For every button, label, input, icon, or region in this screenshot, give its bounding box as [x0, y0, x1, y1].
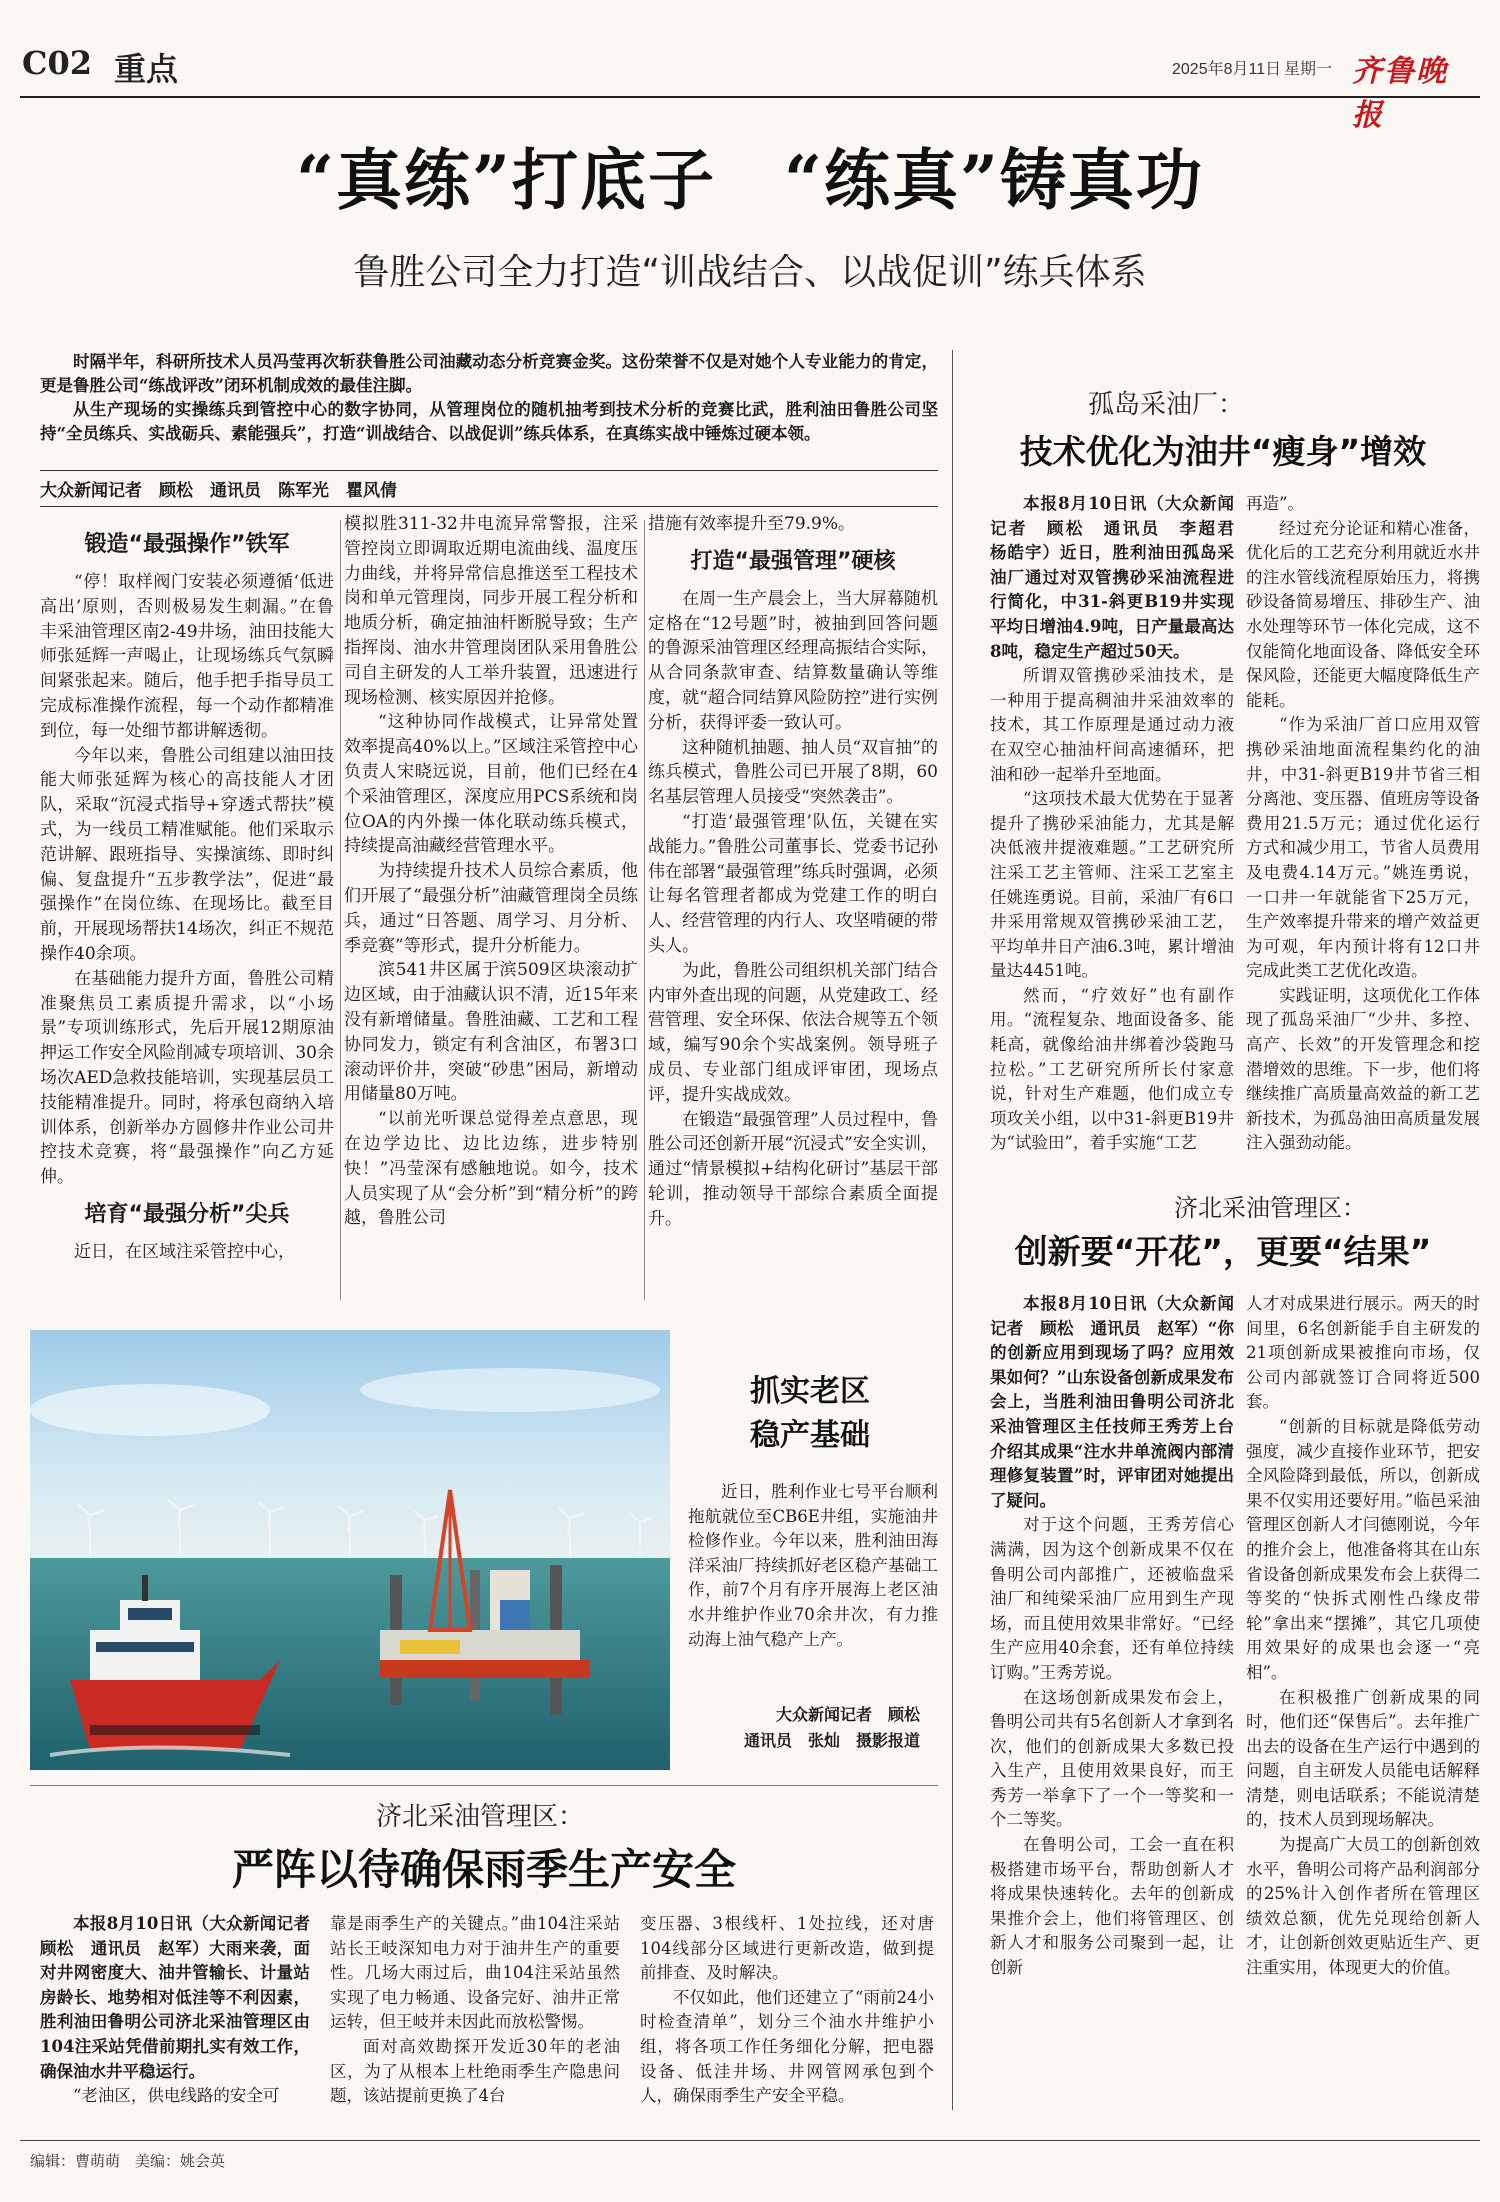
body-paragraph: 在这场创新成果发布会上，鲁明公司共有5名创新人才拿到名次，他们的创新成果大多数已投入生产，且使用效果良好，而王秀芳一举拿下了一个一等奖和一个二等奖。 — [990, 1687, 1234, 1830]
body-paragraph: 这种随机抽题、抽人员“双盲抽”的练兵模式，鲁胜公司已开展了8期，60名基层管理人员接受“突然袭击”。 — [648, 737, 938, 808]
subhead-operation: 锻造“最强操作”铁军 — [84, 532, 290, 557]
body-paragraph: 在鲁明公司，工会一直在积极搭建市场平台，帮助创新人才将成果快速转化。去年的创新成果推介会上，他们将管理区、创新人才和服务公司聚到一起，让创新 — [990, 1835, 1234, 1978]
body-paragraph: “创新的目标就是降低劳动强度，减少直接作业环节，把安全风险降到最低，所以，创新成果不仅实用还要好用。”临邑采油管理区创新人才闫德刚说，今年的推介会上，他准备将其在山东省设备创新成果发布会上获得二等奖的“快拆式刚性凸缘皮带轮”拿出来“摆摊”，其它几项使用效果好的成果也会逐一“亮相”。 — [1246, 1416, 1480, 1682]
rain-kicker: 济北采油管理区： — [375, 1802, 584, 1832]
body-paragraph: “老油区，供电线路的安全可 — [73, 2086, 280, 2106]
photo-title-line1: 抓实老区 — [750, 1374, 870, 1409]
lead-intro — [40, 350, 938, 446]
body-paragraph: 本报8月10日讯（大众新闻记者 顾松 通讯员 李超君 杨皓宇）近日，胜利油田孤岛采油厂通过对双管携砂采油流程进行简化，中31-斜更B19井实现平均日增油4.9吨，日产量最高达8吨，稳定生产超过50天。 — [990, 494, 1251, 661]
body-paragraph: “打造‘最强管理’队伍，关键在实战能力。”鲁胜公司董事长、党委书记孙伟在部署“最强管理”练兵时强调，必须让每名管理者都成为党建工作的明白人、经营管理的内行人、攻坚啃硬的带头人。 — [648, 811, 938, 956]
rain-column-1 — [40, 1912, 327, 2117]
section-name: 重点 — [114, 50, 179, 88]
section-divider — [952, 350, 953, 2110]
issue-weekday: 星期一 — [1284, 61, 1333, 78]
innovation-kicker: 济北采油管理区： — [1174, 1194, 1366, 1222]
masthead — [22, 16, 1478, 133]
masthead-rule — [20, 96, 1480, 98]
gudao-column-b — [1246, 492, 1480, 1184]
photo-caption: 近日，胜利作业七号平台顺利拖航就位至CB6E井组，实施油井检修作业。今年以来，胜利油田海洋采油厂持续抓好老区稳产基础工作，前7个月有序开展海上老区油水井维护作业70余井次，有力推动海上油气稳产上产。 — [688, 1482, 938, 1649]
news-photo — [30, 1330, 670, 1770]
body-paragraph: 在基础能力提升方面，鲁胜公司精准聚焦员工素质提升需求，以“小场景”专项训练形式，先后开展12期原油押运工作安全风险削减专项培训、30余场次AED急救技能培训，实现基层员工技能精准提升。同时，将承包商纳入培训体系，创新举办方圆修井作业公司井控技术竞赛，将“最强操作”向乙方延伸。 — [40, 968, 334, 1188]
innovation-column-a — [990, 1292, 1234, 2132]
body-paragraph: 实践证明，这项优化工作体现了孤岛采油厂“少井、多控、高产、长效”的开发管理念和挖潜增效的思维。下一步，他们将继续推广高质量高效益的新工艺新技术，为孤岛油田高质量发展注入强劲动能。 — [1246, 985, 1480, 1153]
body-paragraph: 人才对成果进行展示。两天的时间里，6名创新能手自主研发的21项创新成果被推向市场，仅公司内部就签订合同将近500套。 — [1246, 1294, 1480, 1412]
body-paragraph: 所谓双管携砂采油技术，是一种用于提高稠油井采油效率的技术，其工作原理是通过动力液在双空心抽油杆间高速循环，把油和砂一起举升至地面。 — [990, 666, 1234, 784]
lead-byline: 大众新闻记者 顾松 通讯员 陈军光 瞿风倩 — [40, 470, 938, 507]
gudao-kicker: 孤岛采油厂： — [1087, 390, 1244, 420]
body-paragraph: 措施有效率提升至79.9%。 — [648, 514, 856, 534]
gudao-column-a — [990, 492, 1251, 1184]
page-code: C02 — [22, 44, 92, 82]
intro-paragraph: 从生产现场的实操练兵到管控中心的数字协同，从管理岗位的随机抽考到技术分析的竞赛比武，胜利油田鲁胜公司坚持“全员练兵、实战砺兵、素能强兵”，打造“训战结合、以战促训”练兵体系，在真练实战中锤炼过硬本领。 — [40, 400, 938, 443]
lead-column-3 — [648, 512, 938, 1300]
intro-paragraph: 时隔半年，科研所技术人员冯莹再次斩获鲁胜公司油藏动态分析竞赛金奖。这份荣誉不仅是对她个人专业能力的肯定，更是鲁胜公司“练战评改”闭环机制成效的最佳注脚。 — [40, 352, 938, 395]
body-paragraph: 经过充分论证和精心准备，优化后的工艺充分利用就近水井的注水管线流程原始压力，将携砂设备简易增压、排砂生产、油水处理等环节一体化完成，这不仅能简化地面设备、降低安全环保风险，还能更大幅度降低生产能耗。 — [1246, 518, 1480, 710]
body-paragraph: 对于这个问题，王秀芳信心满满，因为这个创新成果不仅在鲁明公司内部推广，还被临盘采油厂和纯梁采油厂应用到生产现场，而且使用效果非常好。“已经生产应用40余套，还有单位持续订购。”王秀芳说。 — [990, 1515, 1234, 1682]
lead-subheadline: 鲁胜公司全力打造“训战结合、以战促训”练兵体系 — [353, 252, 1147, 293]
body-paragraph: 为此，鲁胜公司组织机关部门结合内审外查出现的问题，从党建政工、经营管理、安全环保、依法合规等五个领域，编写90余个实战案例。领导班子成员、专业部门组成评审团，现场点评，提升实战成效。 — [648, 960, 938, 1105]
subhead-management: 打造“最强管理”硬核 — [690, 548, 896, 574]
rain-column-2 — [330, 1912, 620, 2117]
body-paragraph: “这项技术最大优势在于显著提升了携砂采油能力，尤其是解决低液井提液难题。”工艺研究所注采工艺主管师、注采工艺室主任姚连勇说。目前，采油厂有6口井采用常规双管携砂采油工艺，平均单井日产油6.3吨，累计增油量达4451吨。 — [990, 789, 1234, 981]
body-paragraph: 变压器、3根线杆、1处拉线，还对唐104线部分区域进行更新改造，做到提前排查、及时解决。 — [640, 1914, 934, 1983]
body-paragraph: “以前光听课总觉得差点意思，现在边学边比、边比边练，进步特别快！”冯莹深有感触地说。如今，技术人员实现了从“会分析”到“精分析”的跨越，鲁胜公司 — [344, 1109, 638, 1229]
body-paragraph: 今年以来，鲁胜公司组建以油田技能大师张延辉为核心的高技能人才团队，采取“沉浸式指导+穿透式帮扶”模式，为一线员工精准赋能。他们采取示范讲解、跟班指导、实操演练、即时纠偏、复盘提升“五步教学法”，促进“最强操作”在岗位练、在现场比。截至目前，开展现场帮扶14场次，纠正不规范操作40余项。 — [40, 745, 334, 964]
footer-editor: 编辑：曹萌萌 美编：姚会英 — [30, 2152, 226, 2170]
body-paragraph: 在锻造“最强管理”人员过程中，鲁胜公司还创新开展“沉浸式”安全实训，通过“情景模拟+结构化研讨”基层干部轮训，推动领导干部综合素质全面提升。 — [648, 1109, 938, 1229]
body-paragraph: 模拟胜311-32井电流异常警报，注采管控岗立即调取近期电流曲线、温度压力曲线，并将异常信息推送至工程技术岗和单元管理岗，同步开展工程分析和地质分析，确定抽油杆断脱导致；生产指挥岗、油水井管理岗团队采用鲁胜公司自主研发的人工举升装置，迅速进行现场检测、核实原因并抢修。 — [344, 514, 638, 708]
lead-column-2 — [344, 512, 638, 1300]
footer-rule — [20, 2140, 1480, 2141]
photo-credit-2: 通讯员 张灿 摄影报道 — [743, 1731, 920, 1750]
body-paragraph: “作为采油厂首口应用双管携砂采油地面流程集约化的油井，中31-斜更B19井节省三相分离池、变压器、值班房等设备费用21.5万元；通过优化运行方式和减少用工，节省人员费用及电费4.14万元。”姚连勇说，一口井一年就能省下25万元，生产效率提升带来的增产效益更为可观，年内预计将有12口井完成此类工艺优化改造。 — [1246, 715, 1480, 981]
body-paragraph: 为持续提升技术人员综合素质，他们开展了“最强分析”油藏管理岗全员练兵，通过“日答题、周学习、月分析、季竞赛”等形式，提升分析能力。 — [344, 861, 638, 956]
column-divider — [644, 520, 645, 1300]
rain-column-3 — [640, 1912, 934, 2117]
issue-date: 2025年8月11日 — [1172, 61, 1282, 78]
body-paragraph: “停！取样阀门安装必须遵循‘低进高出’原则，否则极易发生刺漏。”在鲁丰采油管理区南2-49井场，油田技能大师张延辉一声喝止，让现场练兵气氛瞬间紧张起来。随后，他手把手指导员工完成标准操作流程，每一个动作都精准到位，每一处细节都讲解透彻。 — [40, 572, 334, 741]
body-paragraph: 在周一生产晨会上，当大屏幕随机定格在“12号题”时，被抽到回答问题的鲁源采油管理区经理高振结合实际，从合同条款审查、结算数量确认等维度，就“超合同结算风险防控”进行实例分析，获得评委一致认可。 — [648, 588, 938, 733]
innovation-column-b — [1246, 1292, 1480, 2132]
lead-column-1 — [40, 520, 334, 1300]
body-paragraph: 本报8月10日讯（大众新闻记者 顾松 通讯员 赵军）大雨来袭，面对井网密度大、油井管输长、计量站房龄长、地势相对低洼等不利因素，胜利油田鲁明公司济北采油管理区由104注采站凭借前期扎实有效工作，确保油水井平稳运行。 — [40, 1914, 327, 2081]
body-paragraph: 面对高效勘探开发近30年的老油区，为了从根本上杜绝雨季生产隐患问题，该站提前更换了4台 — [330, 2036, 620, 2106]
body-paragraph: 不仅如此，他们还建立了“雨前24小时检查清单”，划分三个油水井维护小组，将各项工作任务细化分解，把电器设备、低洼井场、井网管网承包到个人，确保雨季生产安全平稳。 — [640, 1987, 934, 2106]
body-paragraph: 本报8月10日讯（大众新闻记者 顾松 通讯员 赵军）“你的创新应用到现场了吗？应用效果如何？”山东设备创新成果发布会上，当胜利油田鲁明公司济北采油管理区主任技师王秀芳上台介绍其成果“注水井单流阀内部清理修复装置”时，评审团对她提出了疑问。 — [990, 1294, 1234, 1510]
photo-title-line2: 稳产基础 — [750, 1418, 870, 1453]
rain-headline: 严阵以待确保雨季生产安全 — [231, 1845, 736, 1894]
body-paragraph: 在积极推广创新成果的同时，他们还“保售后”。去年推广出去的设备在生产运行中遇到的问题，自主研发人员能电话解释清楚，则电话联系；不能说清楚的，技术人员到现场解决。 — [1246, 1687, 1480, 1830]
body-paragraph: 然而，“疗效好”也有副作用。“流程复杂、地面设备多、能耗高，就像给油井绑着沙袋跑马拉松。”工艺研究所所长付家意说，针对生产难题，他们成立专项攻关小组，以中31-斜更B19井为“试验田”，着手实施“工艺 — [990, 985, 1234, 1153]
photo-credit-1: 大众新闻记者 顾松 — [775, 1705, 920, 1724]
body-paragraph: 再造”。 — [1246, 494, 1304, 513]
body-paragraph: “这种协同作战模式，让异常处置效率提高40%以上。”区域注采管控中心负责人宋晓远说，目前，他们已经在4个采油管理区，深度应用PCS系统和岗位OA的内外操一体化联动练兵模式，持续提高油藏经营管理水平。 — [344, 712, 638, 857]
offshore-platform-photo — [30, 1330, 670, 1770]
section-rule — [30, 1785, 938, 1786]
paper-logo: 齐鲁晚报 — [1352, 54, 1448, 133]
column-divider — [340, 520, 341, 1300]
body-paragraph: 为提高广大员工的创新创效水平，鲁明公司将产品利润部分的25%计入创作者所在管理区绩效总额，优先兑现给创新人才，让创新创效更贴近生产、更注重实用，体现更大的价值。 — [1246, 1835, 1480, 1978]
lead-headline: “真练”打底子 “练真”铸真功 — [296, 141, 1204, 219]
body-paragraph: 滨541井区属于滨509区块滚动扩边区域，由于油藏认识不清，近15年来没有新增储量。鲁胜油藏、工艺和工程协同发力，锁定有利含油区，布署3口滚动评价井，突破“砂患”困局，新增动用储量80万吨。 — [344, 960, 638, 1105]
innovation-headline: 创新要“开花”，更要“结果” — [1014, 1232, 1432, 1271]
gudao-headline: 技术优化为油井“瘦身”增效 — [1019, 432, 1427, 471]
body-paragraph: 近日，在区域注采管控中心， — [74, 1241, 295, 1262]
body-paragraph: 靠是雨季生产的关键点。”曲104注采站站长王岐深知电力对于油井生产的重要性。几场大雨过后，曲104注采站虽然实现了电力畅通、设备完好、油井正常运转，但王岐并未因此而放松警惕。 — [330, 1914, 620, 2032]
subhead-analysis: 培育“最强分析”尖兵 — [84, 1201, 290, 1227]
